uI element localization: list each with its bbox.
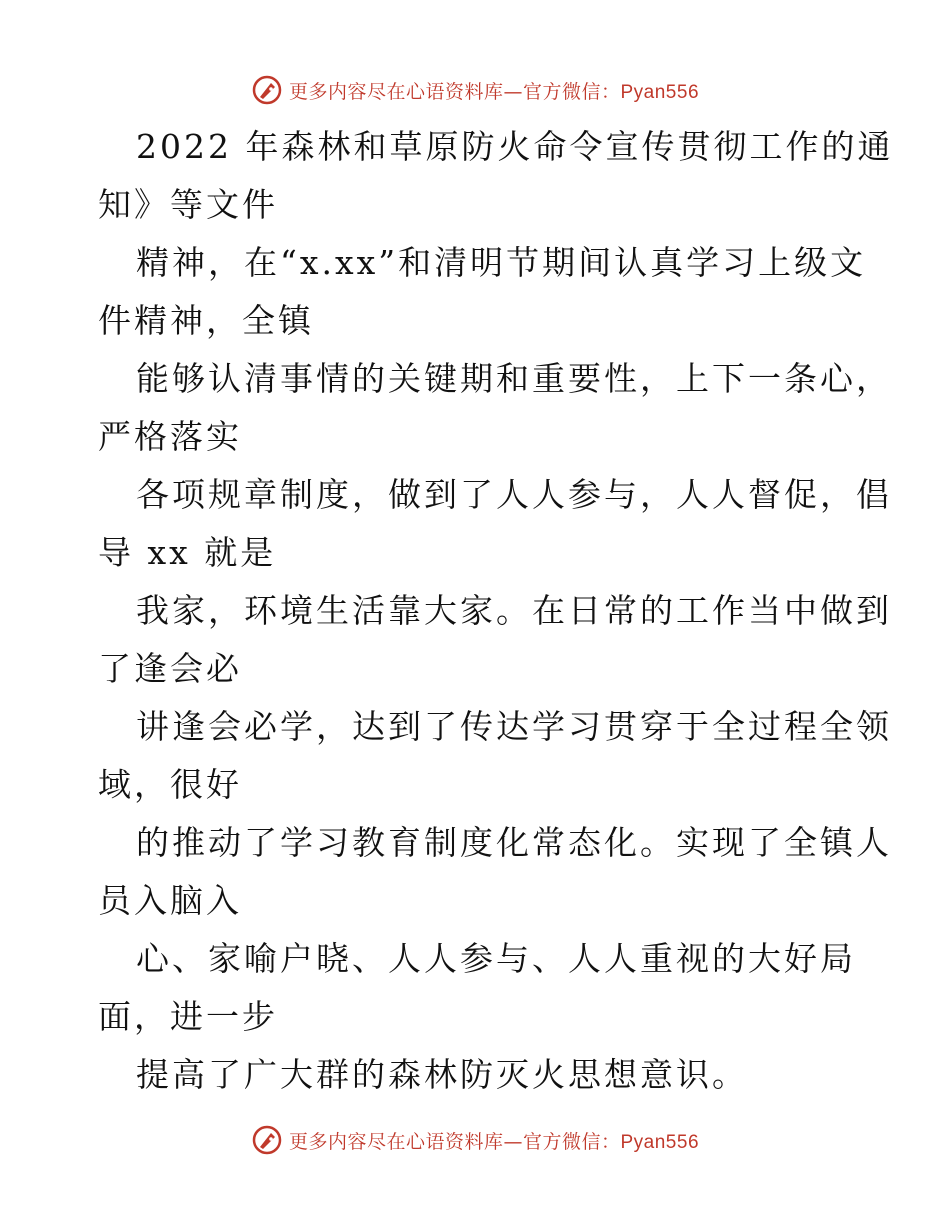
document-line: 2022 年森林和草原防火命令宣传贯彻工作的通 xyxy=(136,127,894,166)
document-line: 知》等文件 xyxy=(98,185,278,224)
document-line: 我家，环境生活靠大家。在日常的工作当中做到 xyxy=(136,591,892,630)
watermark-separator: — xyxy=(503,1130,523,1153)
watermark-label: 官方微信： xyxy=(522,1130,621,1153)
watermark-text xyxy=(289,1127,699,1154)
document-line: 了逢会必 xyxy=(98,649,242,688)
document-line: 件精神，全镇 xyxy=(98,301,314,340)
document-line: 各项规章制度，做到了人人参与，人人督促，倡 xyxy=(136,475,892,514)
document-line: 的推动了学习教育制度化常态化。实现了全镇人 xyxy=(136,823,892,862)
document-line: 员入脑入 xyxy=(98,881,242,920)
watermark-account: Pyan556 xyxy=(620,81,700,103)
pen-nib-logo-icon xyxy=(251,74,283,106)
document-line: 域，很好 xyxy=(98,765,242,804)
document-line: 面，进一步 xyxy=(98,997,278,1036)
document-line: 精神，在“x.xx”和清明节期间认真学习上级文 xyxy=(136,243,867,282)
watermark-site-name: 更多内容尽在心语资料库 xyxy=(288,80,504,103)
document-line: 严格落实 xyxy=(98,417,242,456)
pen-nib-logo-icon xyxy=(251,1124,283,1156)
watermark-text xyxy=(289,77,699,104)
document-line: 能够认清事情的关键期和重要性，上下一条心， xyxy=(136,359,892,398)
footer-watermark xyxy=(0,1120,950,1160)
document-line: 导 xx 就是 xyxy=(98,533,277,572)
document-body xyxy=(98,118,894,1104)
header-watermark xyxy=(0,70,950,110)
watermark-account: Pyan556 xyxy=(620,1131,700,1153)
document-line: 讲逢会必学，达到了传达学习贯穿于全过程全领 xyxy=(136,707,892,746)
watermark-label: 官方微信： xyxy=(522,80,621,103)
document-line: 心、家喻户晓、人人参与、人人重视的大好局 xyxy=(136,939,856,978)
watermark-separator: — xyxy=(503,80,523,103)
document-line: 提高了广大群的森林防灭火思想意识。 xyxy=(136,1055,748,1094)
watermark-site-name: 更多内容尽在心语资料库 xyxy=(288,1130,504,1153)
